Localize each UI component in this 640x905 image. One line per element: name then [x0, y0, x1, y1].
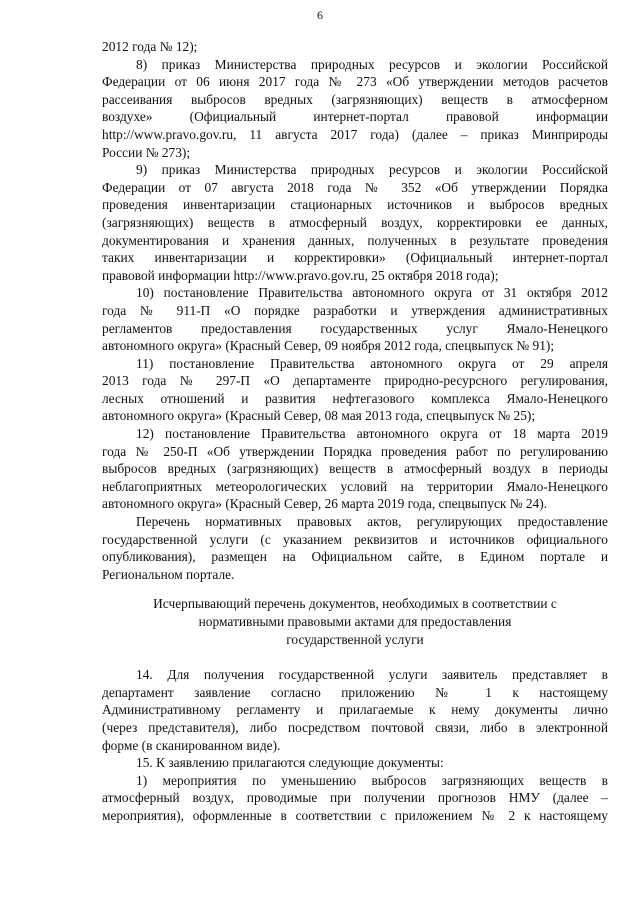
paragraph-line: рассеивания выбросов вредных (загрязняющих) веществ в атмосферном [102, 91, 608, 107]
paragraph-line: неблагоприятных метеорологических условий на территории Ямало-Ненецкого [102, 478, 608, 494]
section-heading-line: государственной услуги [286, 631, 424, 647]
paragraph-line: регламентов предоставления государственных услуг Ямало-Ненецкого [102, 320, 608, 336]
paragraph-line: государственной услуги (с указанием реквизитов и источников официального [102, 531, 608, 547]
page-number: 6 [317, 8, 323, 22]
paragraph-line: мероприятия), оформленные в соответствии с приложением № 2 к настоящему [102, 807, 608, 823]
paragraph-line: России № 273); [102, 144, 191, 160]
paragraph-line: Перечень нормативных правовых актов, регулирующих предоставление [136, 514, 608, 530]
paragraph-line: опубликования), размещен на Официальном сайте, в Едином портале и [102, 549, 608, 565]
paragraph-line: автономного округа» (Красный Север, 08 мая 2013 года, спецвыпуск № 25); [102, 408, 536, 424]
paragraph-line: 14. Для получения государственной услуги заявитель представляет в [136, 667, 608, 683]
paragraph-line: 15. К заявлению прилагаются следующие документы: [136, 755, 444, 771]
legal-acts-list [102, 38, 608, 583]
paragraph-line: правовой информации http://www.pravo.gov.ru, 25 октября 2018 года); [102, 267, 499, 283]
paragraph-line: документирования и хранения данных, полученных в результате проведения [102, 232, 608, 248]
paragraph-line: 2013 года № 297-П «О департаменте природно-ресурсного регулирования, [102, 373, 608, 389]
section-heading-line: Исчерпывающий перечень документов, необходимых в соответствии с [153, 596, 557, 612]
paragraph-line: автономного округа» (Красный Север, 26 марта 2019 года, спецвыпуск № 24). [102, 496, 548, 512]
paragraph-line: 8) приказ Министерства природных ресурсов и экологии Российской [136, 56, 608, 72]
paragraph-line: http://www.pravo.gov.ru, 11 августа 2017 года) (далее – приказ Минприроды [102, 126, 608, 142]
paragraph-line: воздухе» (Официальный интернет-портал правовой информации [102, 109, 608, 125]
section-heading [102, 595, 608, 648]
paragraph-line: атмосферный воздух, проводимые при получении прогнозов НМУ (далее – [102, 790, 608, 806]
paragraph-line: Федерации от 07 августа 2018 года № 352 «Об утверждении Порядка [102, 179, 608, 195]
paragraph-line: департамент заявление согласно приложению № 1 к настоящему [102, 684, 608, 700]
section-heading-line: нормативными правовыми актами для предоставления [198, 614, 512, 629]
documents-section [102, 666, 608, 824]
paragraph-line: 9) приказ Министерства природных ресурсов и экологии Российской [136, 162, 608, 178]
paragraph-line: года № 250-П «Об утверждении Порядка проведения работ по регулированию [102, 443, 608, 459]
paragraph-line: Федерации от 06 июня 2017 года № 273 «Об утверждении методов расчетов [102, 74, 608, 90]
paragraph-line: лесных отношений и развития нефтегазового комплекса Ямало-Ненецкого [102, 390, 608, 406]
paragraph-line: проведения инвентаризации стационарных источников и выбросов вредных [102, 197, 608, 213]
paragraph-line: 1) мероприятия по уменьшению выбросов загрязняющих веществ в [136, 772, 608, 788]
paragraph-line: 11) постановление Правительства автономного округа от 29 апреля [136, 355, 608, 371]
paragraph-line: автономного округа» (Красный Север, 09 ноября 2012 года, спецвыпуск № 91); [102, 338, 555, 354]
paragraph-line: 12) постановление Правительства автономного округа от 18 марта 2019 [136, 426, 608, 442]
paragraph-line: выбросов вредных (загрязняющих) веществ в атмосферный воздух в периоды [102, 461, 608, 477]
paragraph-line: форме (в сканированном виде). [102, 737, 281, 753]
paragraph-line: (загрязняющих) веществ в атмосферный воздух, корректировки ее данных, [102, 214, 608, 230]
paragraph-line: Региональном портале. [102, 566, 235, 582]
paragraph-line: года № 911-П «О порядке разработки и утверждения административных [102, 302, 608, 318]
paragraph-line: 2012 года № 12); [102, 39, 198, 54]
paragraph-line: таких инвентаризации и корректировки» (Официальный интернет-портал [102, 250, 608, 266]
paragraph-line: (через представителя), либо посредством почтовой связи, либо в электронной [102, 719, 608, 735]
document-body [102, 38, 608, 825]
paragraph-line: 10) постановление Правительства автономного округа от 31 октября 2012 [136, 285, 608, 301]
paragraph-line: Административному регламенту и прилагаемые к нему документы лично [102, 702, 608, 718]
